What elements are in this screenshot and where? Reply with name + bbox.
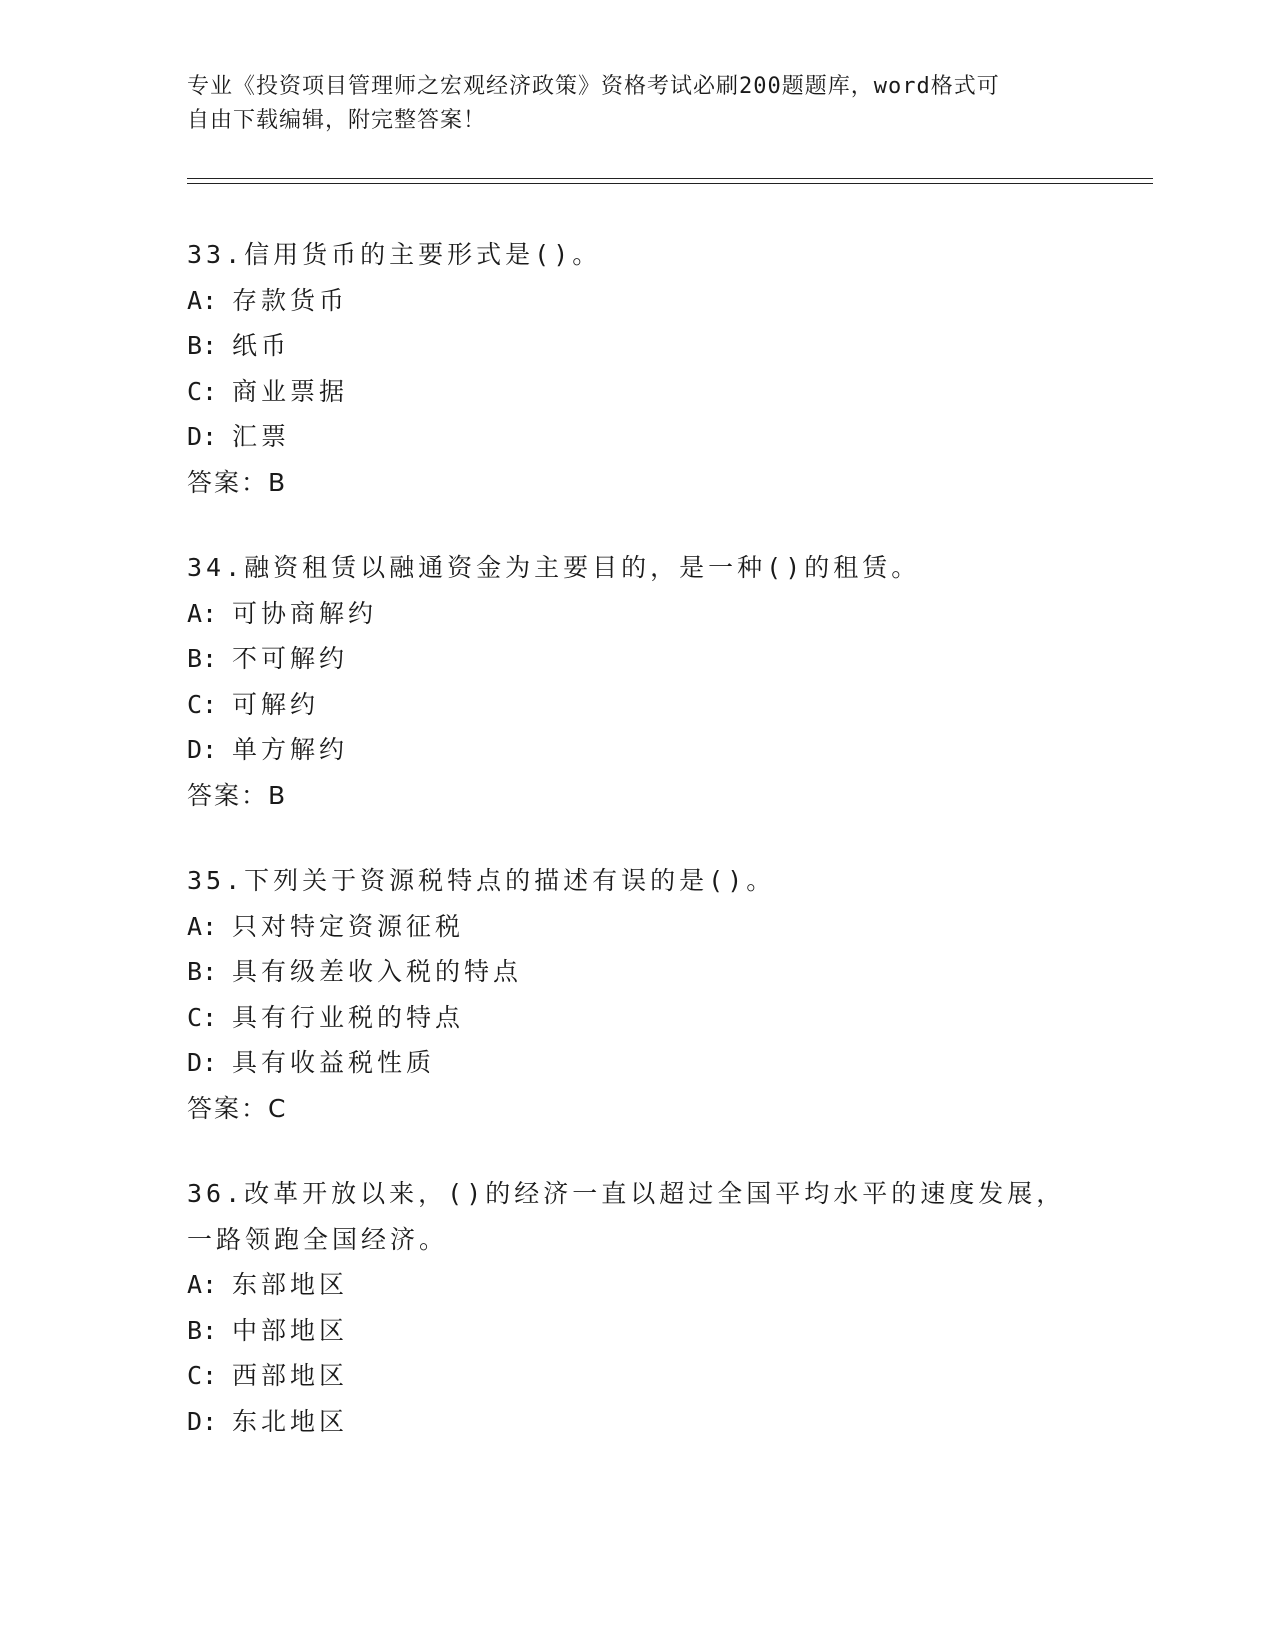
option-text: 东部地区 [232,1270,349,1299]
option-b [187,323,1087,369]
option-c [187,1353,1087,1399]
option-b [187,1308,1087,1354]
option-key: D: [187,422,218,451]
option-a [187,278,1087,324]
option-key: D: [187,1406,218,1436]
option-text: 只对特定资源征税 [232,911,465,941]
option-c [187,682,1087,728]
question-34 [187,545,1087,818]
option-b [187,949,1087,995]
question-list [187,232,1087,1484]
answer-line: 答案：B [187,780,288,810]
option-text: 商业票据 [232,376,349,406]
option-key: C: [187,1361,218,1390]
option-b [187,636,1087,682]
option-c [187,369,1087,415]
option-d [187,414,1087,460]
header-line-2: 自由下载编辑，附完整答案！ [187,108,487,133]
option-text: 纸币 [232,331,291,360]
question-stem: 35.下列关于资源税特点的描述有误的是()。 [187,866,776,895]
question-stem: 33.信用货币的主要形式是()。 [187,240,602,269]
option-key: C: [187,1002,218,1032]
option-text: 可协商解约 [232,598,378,628]
option-key: A: [187,1270,218,1299]
option-key: A: [187,285,218,315]
option-key: B: [187,1315,218,1345]
option-key: B: [187,957,218,986]
option-key: C: [187,376,218,406]
option-text: 汇票 [232,422,291,451]
option-a [187,591,1087,637]
header-divider-bottom [187,183,1153,184]
option-text: 不可解约 [232,644,349,673]
option-key: D: [187,735,218,764]
option-text: 具有级差收入税的特点 [232,957,523,986]
answer-line: 答案：C [187,1093,288,1123]
option-key: A: [187,911,218,941]
option-c [187,995,1087,1041]
option-d [187,727,1087,773]
document-header [187,70,1087,138]
option-text: 西部地区 [232,1361,349,1390]
question-33 [187,232,1087,505]
option-key: B: [187,644,218,673]
question-stem: 34.融资租赁以融通资金为主要目的，是一种()的租赁。 [187,553,921,582]
option-text: 单方解约 [232,735,349,764]
option-key: B: [187,331,218,360]
question-35 [187,858,1087,1131]
option-text: 具有收益税性质 [232,1048,436,1077]
header-line-1: 专业《投资项目管理师之宏观经济政策》资格考试必刷200题题库，word格式可 [187,74,1000,99]
option-key: C: [187,689,218,719]
option-a [187,904,1087,950]
option-text: 可解约 [232,689,320,719]
option-d [187,1399,1087,1445]
option-text: 中部地区 [232,1315,349,1345]
question-36 [187,1171,1087,1444]
option-d [187,1040,1087,1086]
option-key: A: [187,598,218,628]
option-text: 存款货币 [232,285,349,315]
question-stem: 36.改革开放以来，()的经济一直以超过全国平均水平的速度发展，一路领跑全国经济。 [187,1179,1066,1254]
option-a [187,1262,1087,1308]
option-key: D: [187,1048,218,1077]
answer-line: 答案：B [187,467,288,497]
header-divider-top [187,178,1153,179]
option-text: 东北地区 [232,1406,349,1436]
option-text: 具有行业税的特点 [232,1002,465,1032]
